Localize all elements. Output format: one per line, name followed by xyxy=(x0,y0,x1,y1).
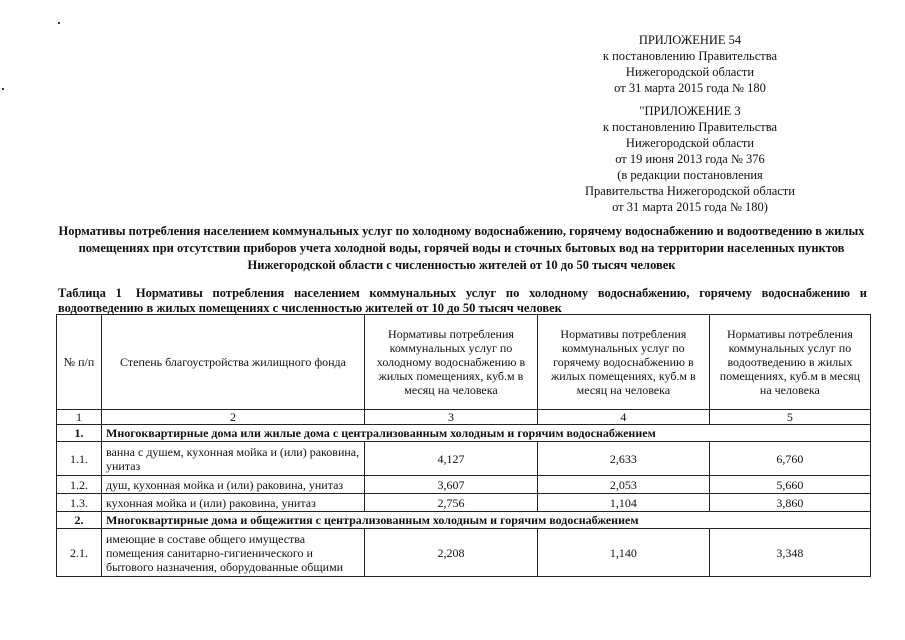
table-row xyxy=(57,476,871,494)
appendix-line: (в редакции постановления xyxy=(617,168,763,182)
section-row xyxy=(57,512,871,529)
hot-water-value: 1,104 xyxy=(537,494,709,512)
appendix-line: от 31 марта 2015 года № 180) xyxy=(612,200,768,214)
table-row xyxy=(57,494,871,512)
column-number: 2 xyxy=(102,410,365,425)
document-title: Нормативы потребления населением коммунальных услуг по холодному водоснабжению, горячему водоснабжению и водоотведению в жилых помещениях при отсутствии приборов учета холодной воды, горячей воды и сточных бытовых вод на территории населенных пунктов Нижегородской области с численностью жителей от 10 до 50 тысяч человек xyxy=(58,224,865,272)
hot-water-value: 2,053 xyxy=(537,476,709,494)
appendix-line: от 31 марта 2015 года № 180 xyxy=(614,81,766,95)
drainage-value: 6,760 xyxy=(709,442,870,476)
column-number: 3 xyxy=(365,410,538,425)
cold-water-value: 4,127 xyxy=(365,442,538,476)
cold-water-value: 3,607 xyxy=(365,476,538,494)
column-number: 4 xyxy=(537,410,709,425)
header-hot-water: Нормативы потребления коммунальных услуг по горячему водоснабжению в жилых помещениях, куб.м в месяц на человека xyxy=(537,315,709,410)
header-degree: Степень благоустройства жилищного фонда xyxy=(102,315,365,410)
table-caption-label: Таблица 1 xyxy=(58,286,122,300)
cold-water-value: 2,208 xyxy=(365,529,538,577)
appendix-line: Нижегородской области xyxy=(625,65,755,79)
appendix-line: "ПРИЛОЖЕНИЕ 3 xyxy=(639,104,741,118)
appendix-line: к постановлению Правительства xyxy=(602,120,778,134)
section-title: Многоквартирные дома или жилые дома с централизованным холодным и горячим водоснабжением xyxy=(102,425,871,442)
drainage-value: 3,348 xyxy=(709,529,870,577)
section-title: Многоквартирные дома и общежития с централизованным холодным и горячим водоснабжением xyxy=(102,512,871,529)
cold-water-value: 2,756 xyxy=(365,494,538,512)
table-caption-text: Нормативы потребления населением коммунальных услуг по холодному водоснабжению, горячему водоснабжению и водоотведению в жилых помещениях с численностью жителей от 10 до 50 тысяч человек xyxy=(58,286,867,315)
table-row xyxy=(57,529,871,577)
row-degree: ванна с душем, кухонная мойка и (или) раковина, унитаз xyxy=(102,442,365,476)
column-number: 1 xyxy=(57,410,102,425)
table-row xyxy=(57,442,871,476)
row-number: 1.3. xyxy=(57,494,102,512)
appendix-line: Правительства Нижегородской области xyxy=(585,184,795,198)
row-degree: кухонная мойка и (или) раковина, унитаз xyxy=(102,494,365,512)
drainage-value: 3,860 xyxy=(709,494,870,512)
appendix-3-heading xyxy=(550,103,830,215)
header-cold-water: Нормативы потребления коммунальных услуг по холодному водоснабжению в жилых помещениях, куб.м в месяц на человека xyxy=(365,315,538,410)
column-number-row xyxy=(57,410,871,425)
drainage-value: 5,660 xyxy=(709,476,870,494)
hot-water-value: 2,633 xyxy=(537,442,709,476)
scan-speck xyxy=(2,88,4,90)
row-number: 1.1. xyxy=(57,442,102,476)
section-number: 1. xyxy=(57,425,102,442)
appendix-line: ПРИЛОЖЕНИЕ 54 xyxy=(638,33,742,47)
row-degree: душ, кухонная мойка и (или) раковина, унитаз xyxy=(102,476,365,494)
appendix-line: от 19 июня 2013 года № 376 xyxy=(615,152,765,166)
header-num: № п/п xyxy=(57,315,102,410)
row-degree: имеющие в составе общего имущества помещения санитарно-гигиенического и бытового назначения, оборудованные общими xyxy=(102,529,365,577)
table-caption xyxy=(58,286,867,316)
scan-speck xyxy=(58,22,60,24)
hot-water-value: 1,140 xyxy=(537,529,709,577)
section-number: 2. xyxy=(57,512,102,529)
appendix-line: к постановлению Правительства xyxy=(602,49,778,63)
row-number: 1.2. xyxy=(57,476,102,494)
appendix-54-heading xyxy=(550,32,830,96)
section-row xyxy=(57,425,871,442)
norms-table xyxy=(56,314,871,577)
header-drainage: Нормативы потребления коммунальных услуг по водоотведению в жилых помещениях, куб.м в месяц на человека xyxy=(709,315,870,410)
table-header-row xyxy=(57,315,871,410)
column-number: 5 xyxy=(709,410,870,425)
row-number: 2.1. xyxy=(57,529,102,577)
appendix-line: Нижегородской области xyxy=(625,136,755,150)
